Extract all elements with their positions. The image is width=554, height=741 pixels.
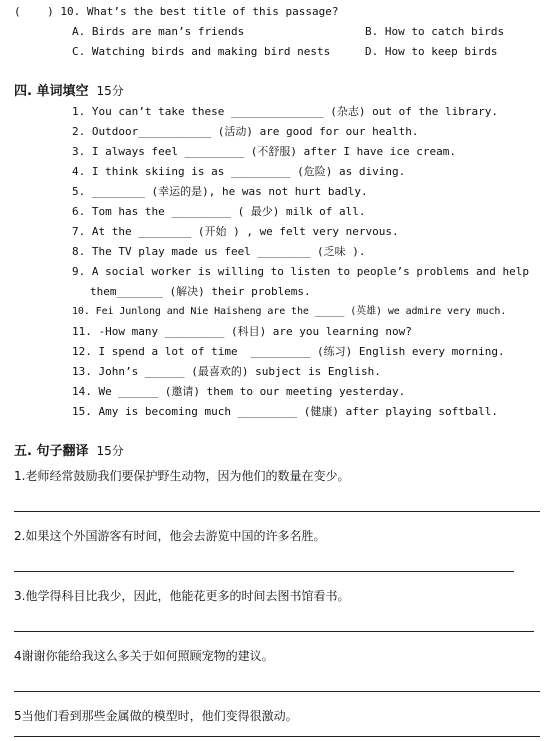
translation-item-5: 5当他们看到那些金属做的模型时，他们变得很激动。	[14, 709, 298, 723]
section-4-score: 15分	[96, 84, 124, 98]
fill-item-14: 14. We ______ (邀请) them to our meeting yesterday.	[72, 385, 406, 398]
section-5-heading	[14, 443, 124, 460]
fill-item-7: 7. At the ________ (开始 ) , we felt very nervous.	[72, 225, 399, 238]
section-5-score: 15分	[96, 444, 124, 458]
fill-item-6: 6. Tom has the _________ ( 最少) milk of all.	[72, 205, 366, 218]
answer-line-2	[14, 571, 514, 572]
answer-line-4	[14, 691, 540, 692]
fill-item-8: 8. The TV play made us feel ________ (乏味 ).	[72, 245, 366, 258]
section-4-heading	[14, 83, 124, 100]
fill-item-3: 3. I always feel _________ (不舒服) after I have ice cream.	[72, 145, 456, 158]
fill-item-9-continued: them_______ (解决) their problems.	[90, 285, 311, 298]
answer-line-5	[14, 736, 540, 737]
fill-item-13: 13. John’s ______ (最喜欢的) subject is English.	[72, 365, 381, 378]
option-b: B. How to catch birds	[365, 25, 505, 38]
fill-item-15: 15. Amy is becoming much _________ (健康) after playing softball.	[72, 405, 498, 418]
fill-item-11: 11. -How many _________ (科目) are you learning now?	[72, 325, 412, 338]
translation-item-2: 2.如果这个外国游客有时间，他会去游览中国的许多名胜。	[14, 529, 326, 543]
translation-item-1: 1.老师经常鼓励我们要保护野生动物，因为他们的数量在变少。	[14, 469, 350, 483]
answer-line-1	[14, 511, 540, 512]
option-d: D. How to keep birds	[365, 45, 498, 58]
question-10-stem: ( ) 10. What’s the best title of this passage?	[14, 5, 339, 18]
option-a: A. Birds are man’s friends	[72, 25, 245, 38]
fill-item-1: 1. You can’t take these ______________ (杂志) out of the library.	[72, 105, 498, 118]
fill-item-4: 4. I think skiing is as _________ (危险) as diving.	[72, 165, 406, 178]
translation-item-4: 4谢谢你能给我这么多关于如何照顾宠物的建议。	[14, 649, 274, 663]
section-5-title: 五. 句子翻译	[14, 444, 89, 459]
fill-item-5: 5. ________ (幸运的是), he was not hurt badly.	[72, 185, 368, 198]
fill-item-9: 9. A social worker is willing to listen to people’s problems and help	[72, 265, 529, 278]
fill-item-12: 12. I spend a lot of time _________ (练习) English every morning.	[72, 345, 505, 358]
fill-item-10: 10. Fei Junlong and Nie Haisheng are the _____ (英雄) we admire very much.	[72, 306, 507, 317]
translation-item-3: 3.他学得科目比我少，因此，他能花更多的时间去图书馆看书。	[14, 589, 350, 603]
option-c: C. Watching birds and making bird nests	[72, 45, 331, 58]
section-4-title: 四. 单词填空	[14, 84, 89, 99]
answer-line-3	[14, 631, 534, 632]
fill-item-2: 2. Outdoor___________ (活动) are good for our health.	[72, 125, 419, 138]
